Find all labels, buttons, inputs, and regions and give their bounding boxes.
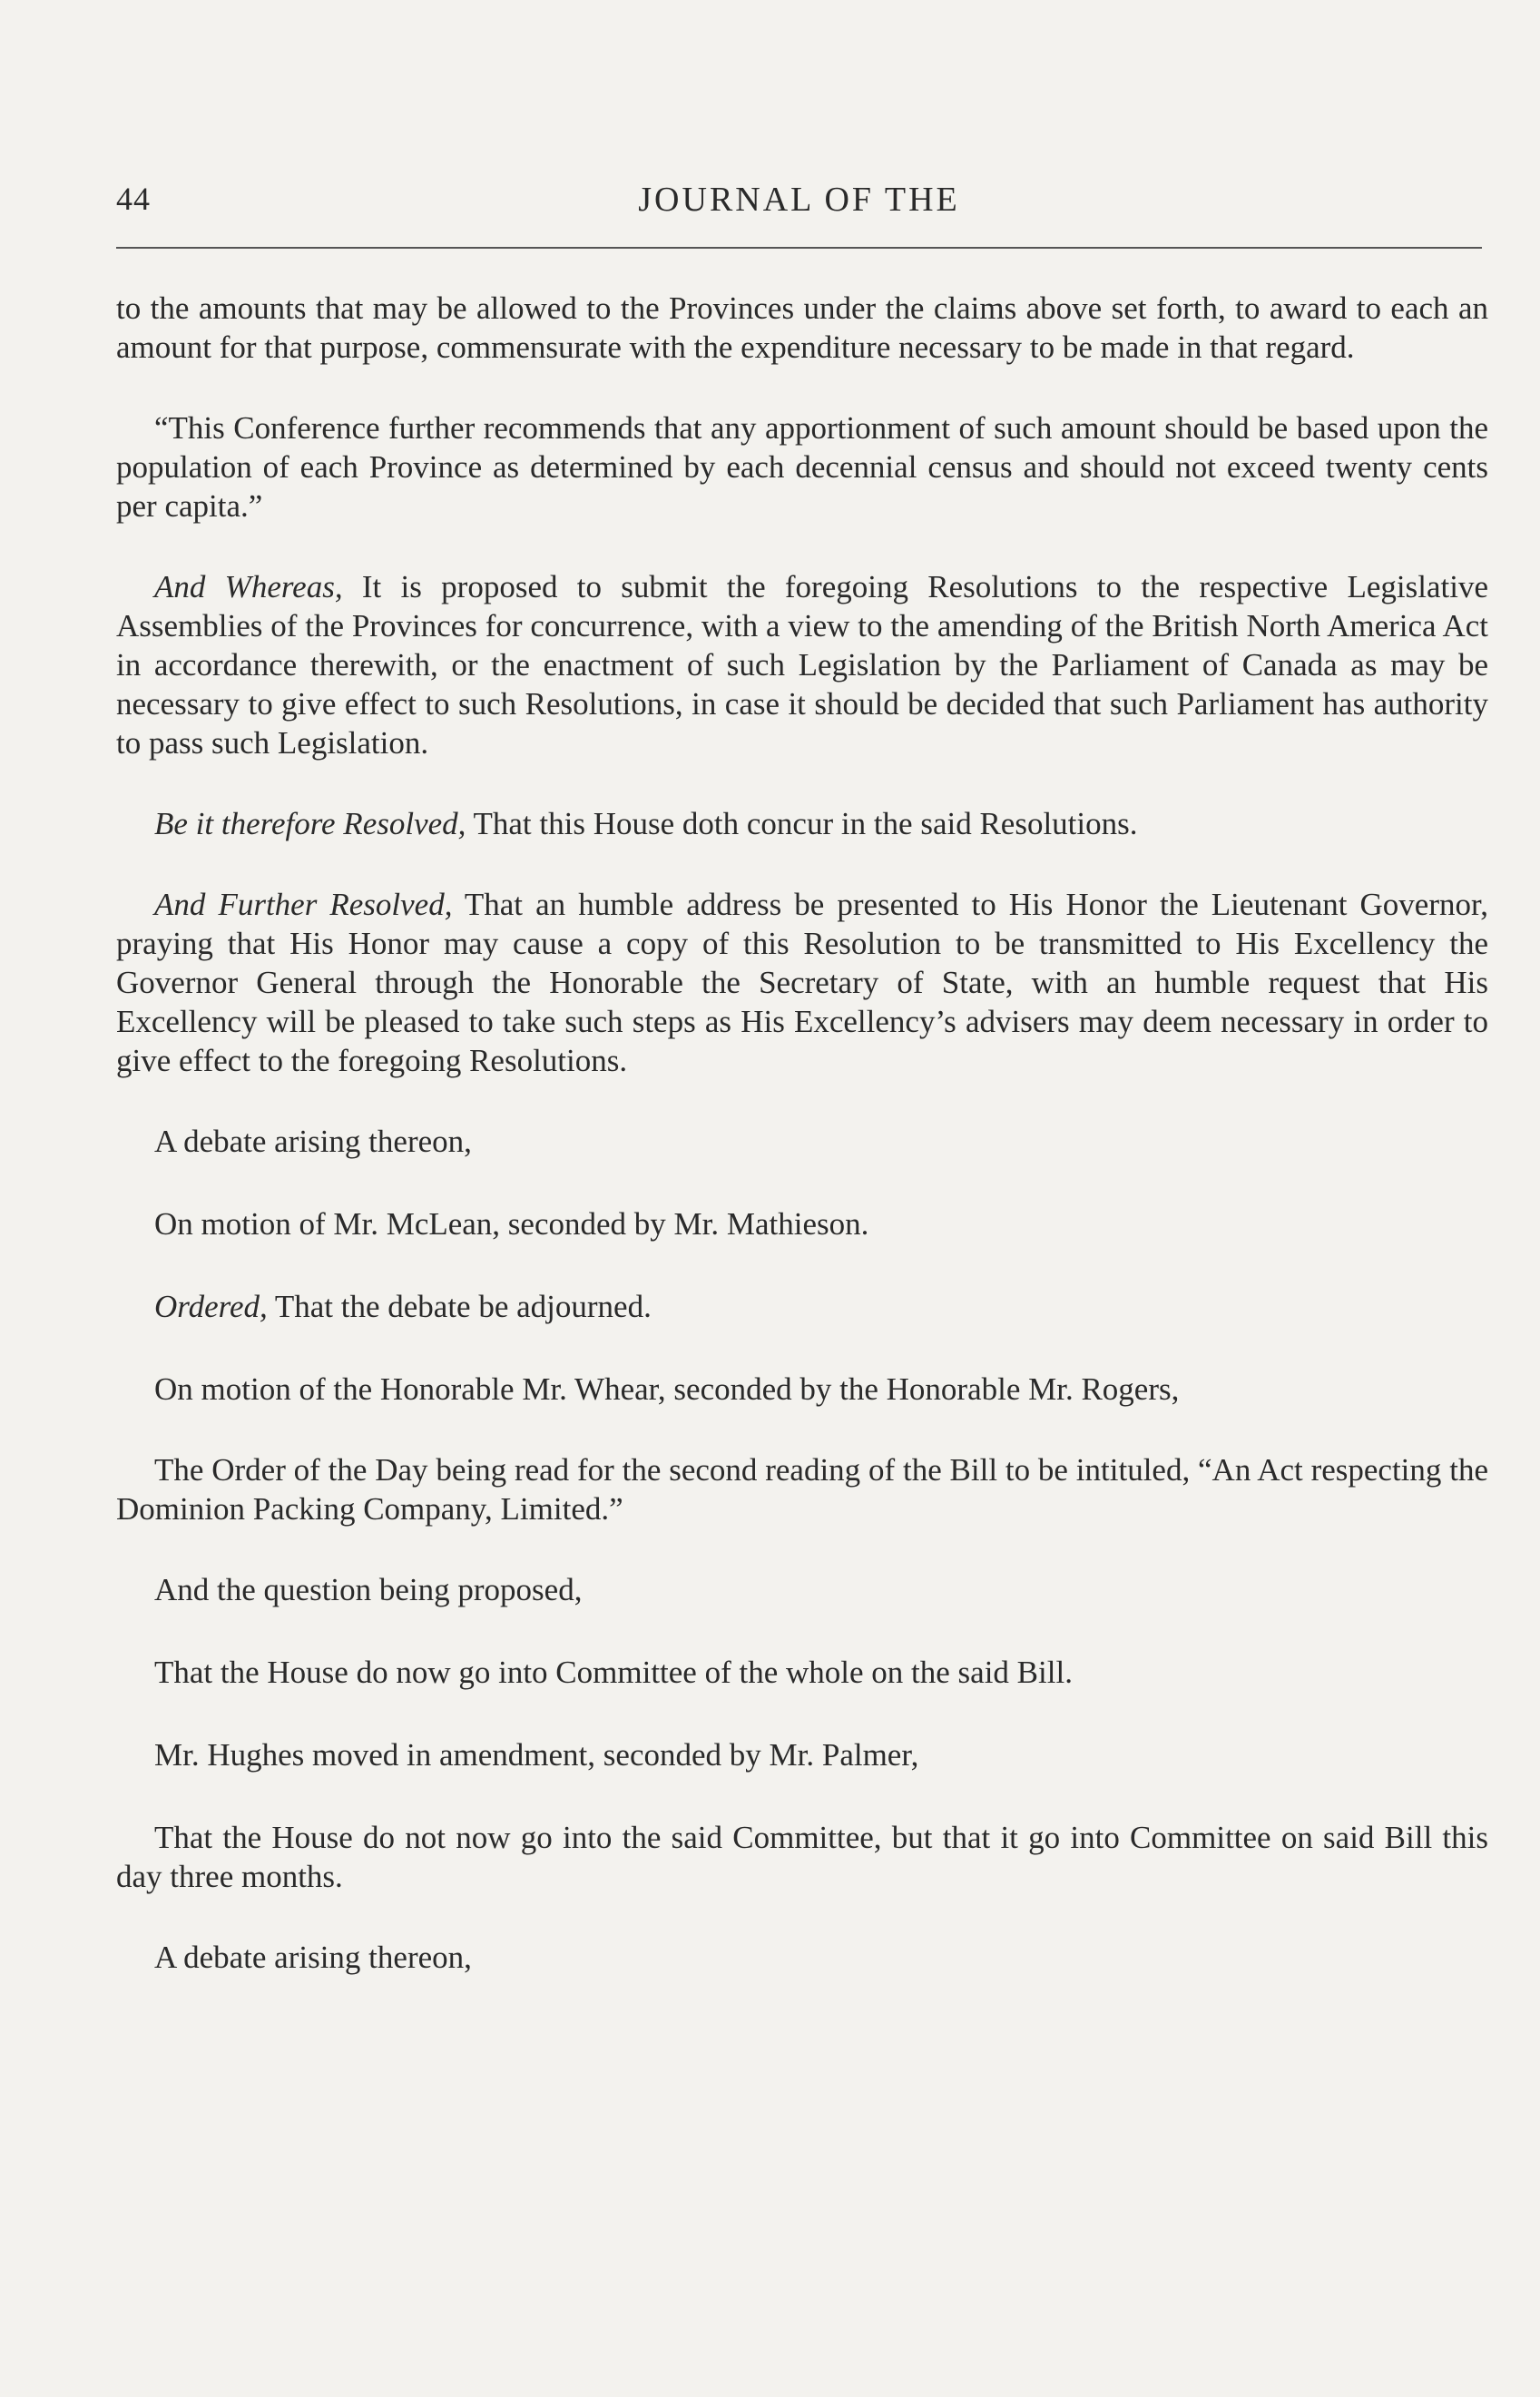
paragraph (116, 567, 1488, 762)
header-rule (116, 247, 1482, 249)
paragraph (116, 1287, 1488, 1326)
paragraph-text: It is proposed to submit the foregoing Resolutions to the respective Legislative Assemblies of the Provinces for concurrence, with a view to the amending of the British North America Act in accordance therewith, or the enactment of such Legislation by the Parliament of Canada as may be necessary to give effect to such Resolutions, in case it should be decided that such Parliament has authority to pass such Legislation. (116, 569, 1489, 761)
paragraph-text: to the amounts that may be allowed to the Provinces under the claims above set forth, to award to each an amount for that purpose, commensurate with the expenditure necessary to be made in that regard. (116, 290, 1488, 365)
paragraph-text: The Order of the Day being read for the second reading of the Bill to be intituled, “An Act respecting the Dominion Packing Company, Limited.” (116, 1452, 1488, 1527)
paragraph-text: A debate arising thereon, (154, 1940, 472, 1975)
paragraph-text: On motion of Mr. McLean, seconded by Mr. Mathieson. (154, 1206, 869, 1242)
paragraph-text: That the debate be adjourned. (267, 1289, 652, 1324)
paragraph (116, 1450, 1488, 1528)
paragraph-text: That the House do not now go into the said Committee, but that it go into Committee on said Bill this day three months. (116, 1820, 1488, 1894)
page-header (116, 180, 1482, 227)
paragraph-text: “This Conference further recommends that any apportionment of such amount should be based upon the population of each Province as determined by each decennial census and should not exceed twenty cents per capita.” (116, 410, 1488, 524)
paragraph (116, 289, 1488, 367)
paragraph (116, 1204, 1488, 1243)
paragraph (116, 408, 1488, 526)
paragraph-text: That this House doth concur in the said Resolutions. (466, 806, 1138, 841)
italic-lead: And Whereas, (154, 569, 343, 604)
body-text (116, 289, 1488, 2019)
italic-lead: Ordered, (154, 1289, 268, 1324)
paragraph (116, 1570, 1488, 1609)
paragraph (116, 1938, 1488, 1977)
paragraph (116, 1122, 1488, 1161)
italic-lead: And Further Resolved, (154, 887, 453, 922)
italic-lead: Be it therefore Resolved, (154, 806, 466, 841)
paragraph (116, 1370, 1488, 1409)
paragraph (116, 1818, 1488, 1896)
paragraph (116, 804, 1488, 843)
page-number: 44 (116, 181, 151, 217)
paragraph-text: And the question being proposed, (154, 1572, 583, 1607)
paragraph-text: That the House do now go into Committee of the whole on the said Bill. (154, 1655, 1073, 1690)
running-title: JOURNAL OF THE (638, 181, 960, 219)
paragraph (116, 1735, 1488, 1774)
paragraph (116, 1653, 1488, 1692)
paragraph-text: A debate arising thereon, (154, 1124, 472, 1159)
paragraph (116, 885, 1488, 1080)
paragraph-text: Mr. Hughes moved in amendment, seconded by Mr. Palmer, (154, 1737, 919, 1773)
paragraph-text: On motion of the Honorable Mr. Whear, seconded by the Honorable Mr. Rogers, (154, 1371, 1180, 1407)
paragraph-text: That an humble address be presented to His Honor the Lieutenant Governor, praying that His Honor may cause a copy of this Resolution to be transmitted to His Excellency the Governor General through the Honorable the Secretary of State, with an humble request that His Excellency will be pleased to take such steps as His Excellency’s advisers may deem necessary in order to give effect to the foregoing Resolutions. (116, 887, 1488, 1078)
